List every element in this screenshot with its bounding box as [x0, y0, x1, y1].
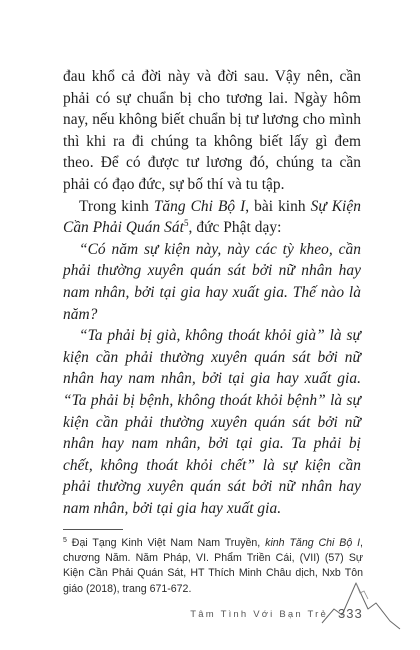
intro-suffix: , đức Phật dạy: — [188, 219, 282, 237]
intro-prefix: Trong kinh — [79, 197, 154, 215]
main-text — [63, 66, 361, 519]
footnote — [63, 536, 363, 597]
paragraph-continuation: đau khổ cả đời này và đời sau. Vậy nên, cần phải có sự chuẩn bị cho tương lai. Ngày hôm nay, nếu không biết chuẩn bị tư lương cho mình thì khi ra đi chúng ta không biết lấy gì đem theo. Để có được tư lương đó, chúng ta cần phải có đạo đức, sự bố thí và tu tập. — [63, 68, 361, 193]
footer-book-title: Tâm Tình Với Bạn Trẻ — [190, 609, 328, 620]
running-footer — [0, 605, 420, 629]
footnote-book-title: kinh Tăng Chi Bộ I — [265, 537, 361, 549]
quote-paragraph-1: “Có năm sự kiện này, này các tỳ kheo, cần phải thường xuyên quán sát bởi nữ nhân hay nam nhân, bởi tại gia hay xuất gia. Thế nào là năm? — [63, 240, 361, 323]
footnote-reference[interactable]: 5 — [183, 218, 189, 229]
intro-mid: , bài kinh — [245, 197, 311, 215]
page-number: 333 — [338, 606, 363, 621]
footnote-text-b: , chương Năm. Năm Pháp, VI. Phẩm Triền Cái, (VII) (57) Sự Kiện Cần Phải Quán Sát, HT Thích Minh Châu dịch, Nxb Tôn giáo (2018), trang 671-672. — [63, 537, 363, 595]
quote-paragraph-2: “Ta phải bị già, không thoát khỏi già” là sự kiện cần phải thường xuyên quán sát bởi nữ nhân hay nam nhân, bởi tại gia hay xuất gia. “Ta phải bị bệnh, không thoát khỏi bệnh” là sự kiện cần phải thường xuyên quán sát bởi nữ nhân hay nam nhân, bởi tại gia. Ta phải bị chết, không thoát khỏi chết” là sự kiện cần phải thường xuyên quán sát bởi nữ nhân hay nam nhân, bởi tại gia hay xuất gia. — [63, 327, 361, 517]
sutra-title: Sự Kiện Cần Phải Quán Sát — [63, 197, 362, 237]
footnote-text-a: Đại Tạng Kinh Việt Nam Nam Truyền, — [66, 537, 266, 549]
paragraph-sutra-intro — [63, 196, 361, 239]
book-title: Tăng Chi Bộ I — [153, 197, 246, 215]
footnote-mark: 5 — [63, 537, 67, 544]
footnote-divider — [63, 529, 123, 530]
